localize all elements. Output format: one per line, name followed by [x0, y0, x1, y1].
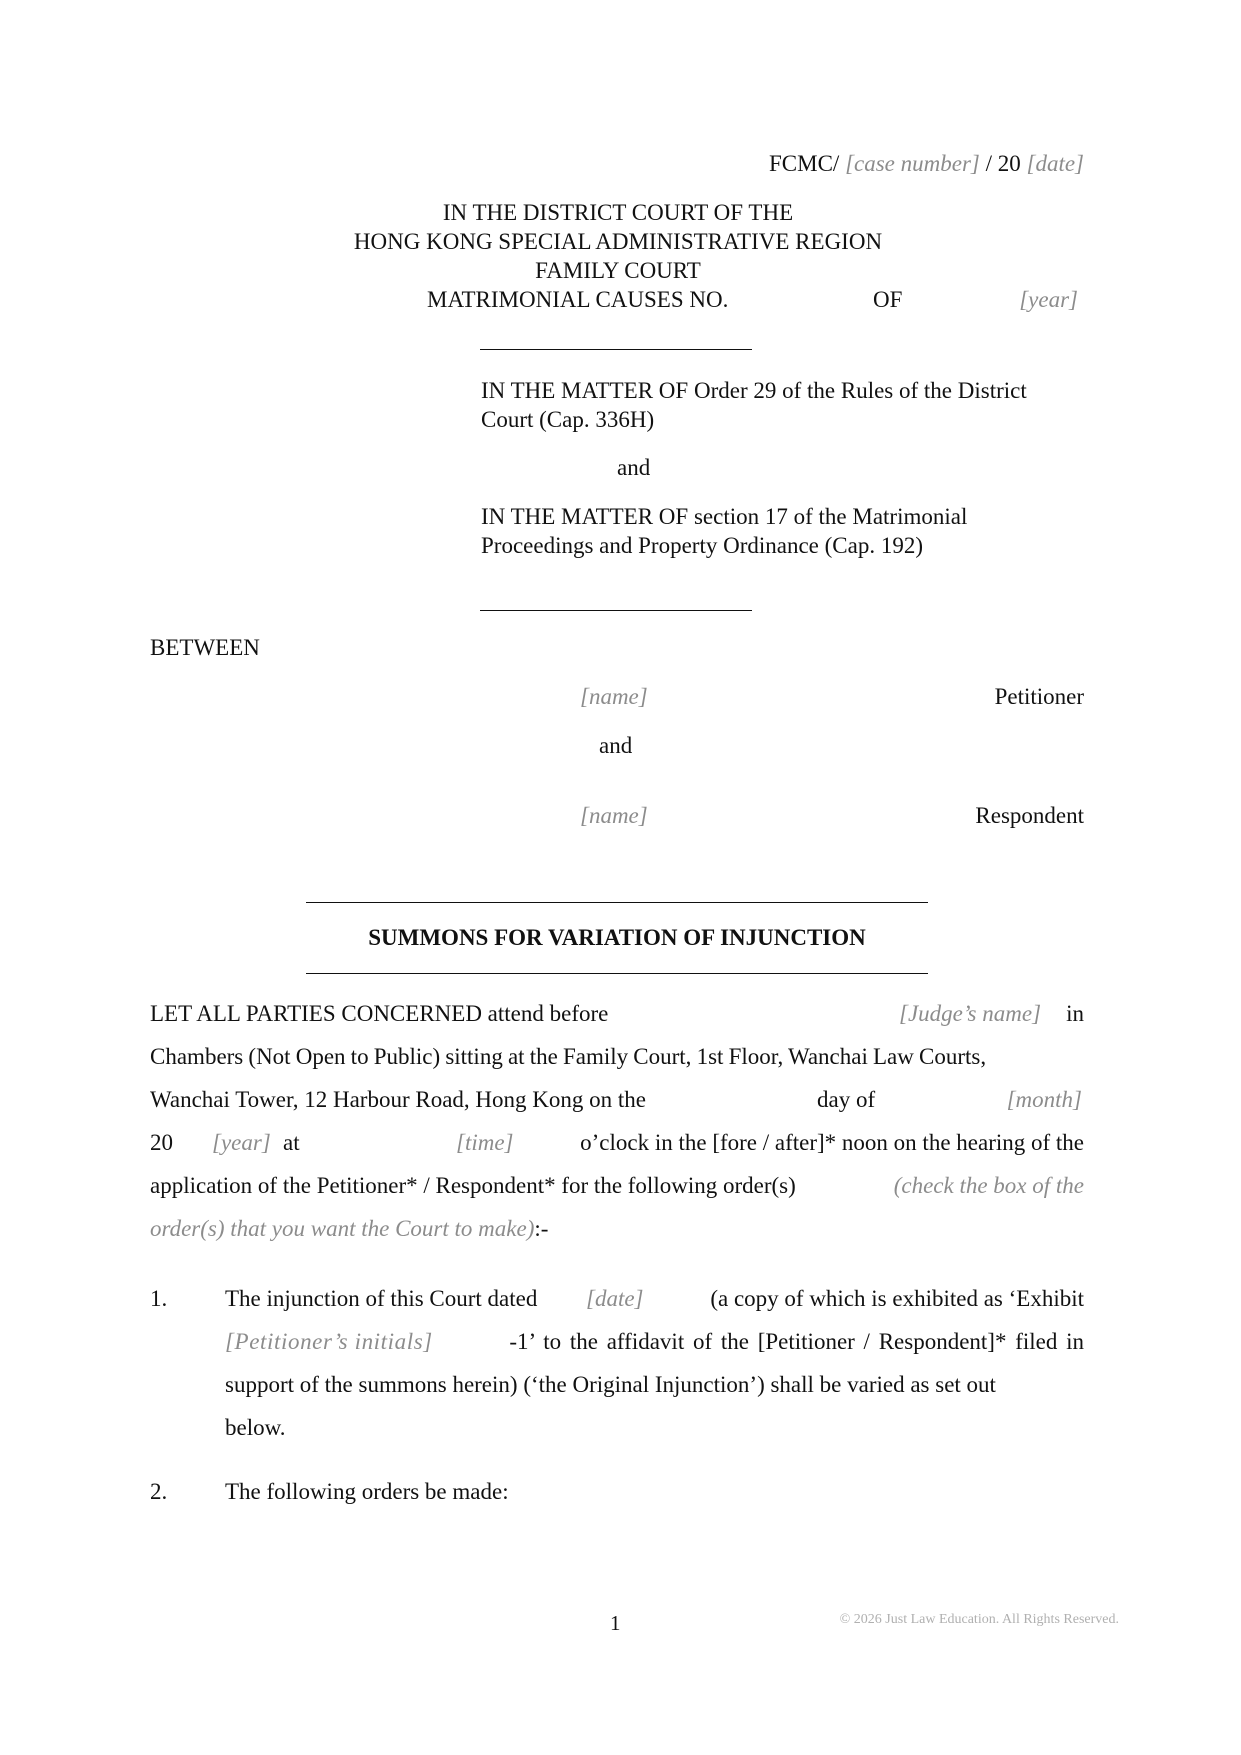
item-1-date-placeholder: [date]: [586, 1286, 644, 1311]
divider-short-1: [480, 349, 752, 350]
item-2-number: 2.: [150, 1479, 168, 1504]
intro-line-3-dayof: day of: [817, 1087, 876, 1112]
item-2-text: The following orders be made:: [225, 1479, 509, 1504]
month-placeholder: [month]: [1006, 1087, 1082, 1112]
parties-and: and: [599, 733, 633, 758]
case-ref-prefix: FCMC/: [768, 151, 840, 176]
item-1-line1-b: (a copy of which is exhibited as ‘Exhibit: [710, 1286, 1084, 1311]
intro-line-4-20: 20: [150, 1130, 173, 1155]
between-label: BETWEEN: [150, 635, 260, 660]
causes-year-placeholder: [year]: [1019, 287, 1078, 312]
matter-2-line1: IN THE MATTER OF section 17 of the Matrimonial: [481, 504, 968, 529]
item-1-line4: below.: [225, 1415, 286, 1440]
respondent-name-placeholder: [name]: [580, 803, 648, 828]
matrimonial-causes-label: MATRIMONIAL CAUSES NO.: [427, 287, 729, 312]
case-number-placeholder: [case number]: [845, 151, 980, 176]
page-number: 1: [610, 1611, 621, 1635]
intro-line-1-text: LET ALL PARTIES CONCERNED attend before: [150, 1001, 609, 1026]
case-date-placeholder: [date]: [1026, 151, 1084, 176]
item-1-line1-a: The injunction of this Court dated: [225, 1286, 538, 1311]
matter-1-line2: Court (Cap. 336H): [481, 407, 655, 432]
petitioner-initials-placeholder: [Petitioner’s initials]: [225, 1329, 433, 1354]
title-rule-bottom: [306, 973, 928, 974]
intro-line-2: Chambers (Not Open to Public) sitting at the Family Court, 1st Floor, Wanchai Law Courts,: [150, 1044, 987, 1069]
matter-1-line1: IN THE MATTER OF Order 29 of the Rules of the District: [481, 378, 1027, 403]
copyright-notice: © 2026 Just Law Education. All Rights Reserved.: [839, 1612, 1119, 1627]
case-ref-separator: / 20: [985, 151, 1021, 176]
case-reference: [769, 152, 1084, 175]
intro-line-3-text: Wanchai Tower, 12 Harbour Road, Hong Kong on the: [150, 1087, 646, 1112]
matter-2-line2: Proceedings and Property Ordinance (Cap. 192): [481, 533, 923, 558]
intro-line-6-hint: order(s) that you want the Court to make): [150, 1216, 535, 1241]
petitioner-name-placeholder: [name]: [580, 684, 648, 709]
time-placeholder: [time]: [456, 1130, 514, 1155]
court-heading-line2: HONG KONG SPECIAL ADMINISTRATIVE REGION: [353, 229, 883, 254]
intro-line-6: [150, 1217, 548, 1240]
divider-short-2: [480, 610, 752, 611]
intro-line-1-in: in: [1066, 1001, 1084, 1026]
item-1-number: 1.: [150, 1286, 168, 1311]
intro-line-5-hint: (check the box of the: [893, 1173, 1084, 1198]
court-heading-line3: FAMILY COURT: [535, 258, 701, 283]
causes-of-label: OF: [873, 287, 903, 312]
judge-name-placeholder: [Judge’s name]: [899, 1001, 1042, 1026]
intro-line-4-at: at: [283, 1130, 300, 1155]
court-heading-line1: IN THE DISTRICT COURT OF THE: [442, 200, 794, 225]
matters-and: and: [617, 455, 651, 480]
intro-line-6-end: :-: [534, 1216, 549, 1241]
intro-line-5-text: application of the Petitioner* / Respondent* for the following order(s): [150, 1173, 796, 1198]
title-rule-top: [306, 902, 928, 903]
document-title: SUMMONS FOR VARIATION OF INJUNCTION: [368, 925, 866, 950]
intro-line-4-rest: o’clock in the [fore / after]* noon on the hearing of the: [580, 1130, 1084, 1155]
item-1-line2-c: -1’ to the affidavit of the [Petitioner / Respondent]* filed in: [509, 1329, 1084, 1354]
item-1-line3: support of the summons herein) (‘the Original Injunction’) shall be varied as set out: [225, 1372, 996, 1397]
hearing-year-placeholder: [year]: [212, 1130, 271, 1155]
petitioner-label: Petitioner: [994, 684, 1084, 709]
respondent-label: Respondent: [975, 803, 1084, 828]
